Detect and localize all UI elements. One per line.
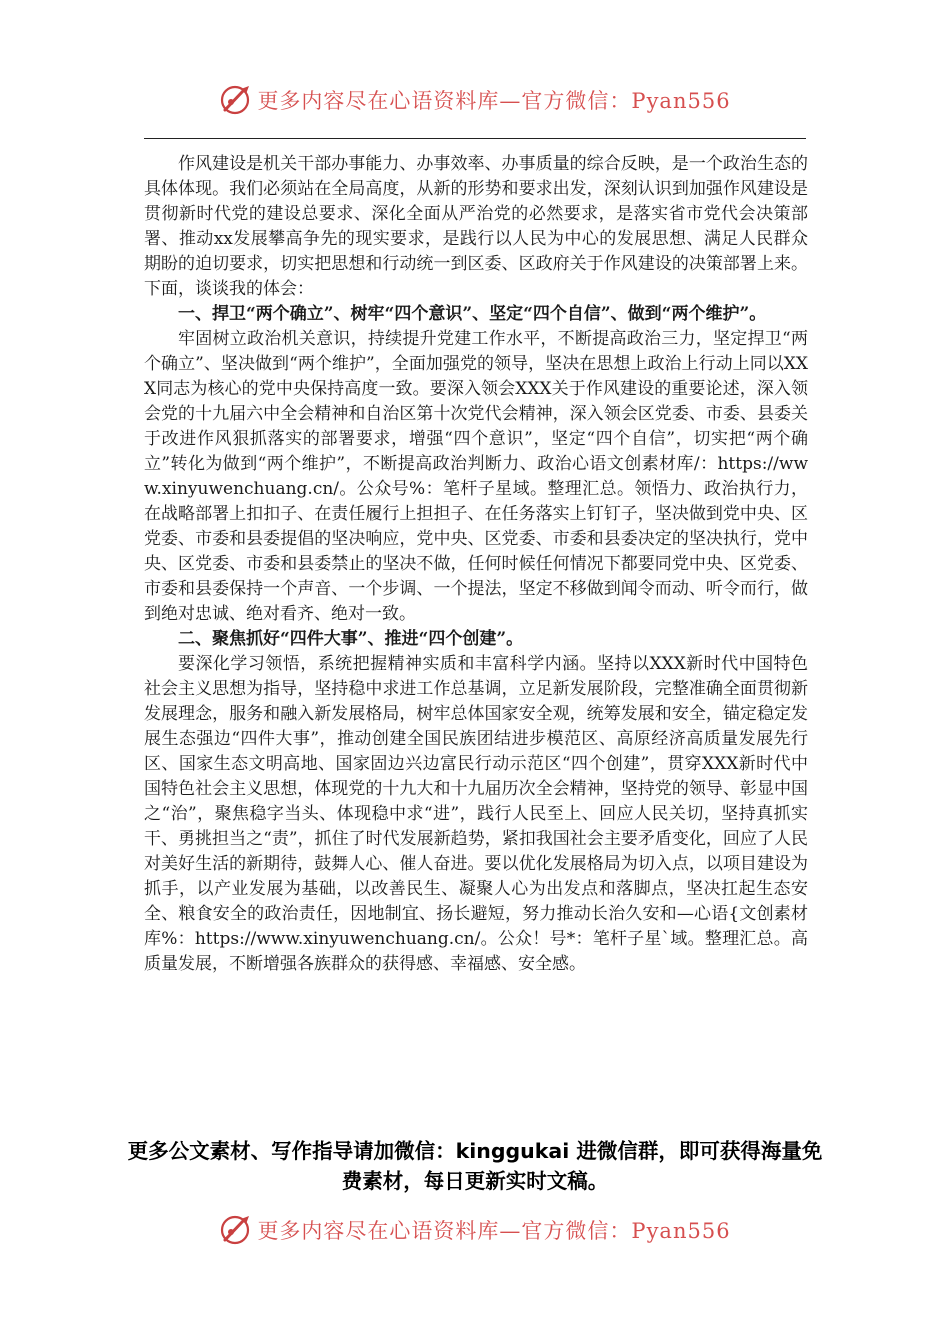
intro-paragraph: 作风建设是机关干部办事能力、办事效率、办事质量的综合反映，是一个政治生态的具体体现。我们必须站在全局高度，从新的形势和要求出发，深刻认识到加强作风建设是贯彻新时代党的建设总要求、深化全面从严治党的必然要求，是落实省市党代会决策部署、推动xx发展攀高争先的现实要求，是践行以人民为中心的发展思想、满足人民群众期盼的迫切要求，切实把思想和行动统一到区委、区政府关于作风建设的决策部署上来。下面，谈谈我的体会：	[144, 154, 808, 299]
header-divider	[144, 138, 806, 139]
section-2-paragraph: 要深化学习领悟，系统把握精神实质和丰富科学内涵。坚持以XXX新时代中国特色社会主义思想为指导，坚持稳中求进工作总基调，立足新发展阶段，完整准确全面贯彻新发展理念，服务和融入新发展格局，树牢总体国家安全观，统筹发展和安全，锚定稳定发展生态强边“四件大事”，推动创建全国民族团结进步模范区、高原经济高质量发展先行区、国家生态文明高地、国家固边兴边富民行动示范区“四个创建”，贯穿XXX新时代中国特色社会主义思想，体现党的十九大和十九届历次全会精神，坚持党的领导、彰显中国之“治”，聚焦稳字当头、体现稳中求“进”，践行人民至上、回应人民关切，坚持真抓实干、勇挑担当之“责”，抓住了时代发展新趋势，紧扣我国社会主要矛盾变化，回应了人民对美好生活的新期待，鼓舞人心、催人奋进。要以优化发展格局为切入点，以项目建设为抓手，以产业发展为基础，以改善民生、凝聚人心为出发点和落脚点，坚决扛起生态安全、粮食安全的政治责任，因地制宜、扬长避短，努力推动长治久安和—心语{文创素材库%：https://www.xinyuwenchuang.cn/。公众！号*：笔杆子星`域。整理汇总。高质量发展，不断增强各族群众的获得感、幸福感、安全感。	[144, 654, 808, 974]
pen-logo-icon	[219, 83, 253, 117]
section-1-paragraph: 牢固树立政治机关意识，持续提升党建工作水平，不断提高政治三力，坚定捍卫“两个确立”、坚决做到“两个维护”，全面加强党的领导，坚决在思想上政治上行动上同以XXX同志为核心的党中央保持高度一致。要深入领会XXX关于作风建设的重要论述，深入领会党的十九届六中全会精神和自治区第十次党代会精神，深入领会区党委、市委、县委关于改进作风狠抓落实的部署要求，增强“四个意识”，坚定“四个自信”，切实把“两个确立”转化为做到“两个维护”，不断提高政治判断力、政治心语文创素材库/：https://www.xinyuwenchuang.cn/。公众号%：笔杆子星域。整理汇总。领悟力、政治执行力，在战略部署上扣扣子、在责任履行上担担子、在任务落实上钉钉子，坚决做到党中央、区党委、市委和县委提倡的坚决响应，党中央、区党委、市委和县委决定的坚决执行，党中央、区党委、市委和县委禁止的坚决不做，任何时候任何情况下都要同党中央、区党委、市委和县委保持一个声音、一个步调、一个提法，坚定不移做到闻令而动、听令而行，做到绝对忠诚、绝对看齐、绝对一致。	[144, 329, 808, 624]
footer-banner	[0, 1208, 950, 1252]
footer-note: 更多公文素材、写作指导请加微信：kinggukai 进微信群，即可获得海量免费素材，每日更新实时文稿。	[127, 1139, 823, 1193]
section-heading-2: 二、聚焦抓好“四件大事”、推进“四个创建”。	[178, 629, 524, 649]
pen-logo-icon	[219, 1213, 253, 1247]
banner-text: 更多内容尽在心语资料库—官方微信：Pyan556	[257, 1219, 731, 1243]
banner-text: 更多内容尽在心语资料库—官方微信：Pyan556	[257, 89, 731, 113]
document-body	[144, 152, 808, 977]
section-heading-1: 一、捍卫“两个确立”、树牢“四个意识”、坚定“四个自信”、做到“两个维护”。	[178, 304, 767, 324]
header-banner	[0, 78, 950, 122]
